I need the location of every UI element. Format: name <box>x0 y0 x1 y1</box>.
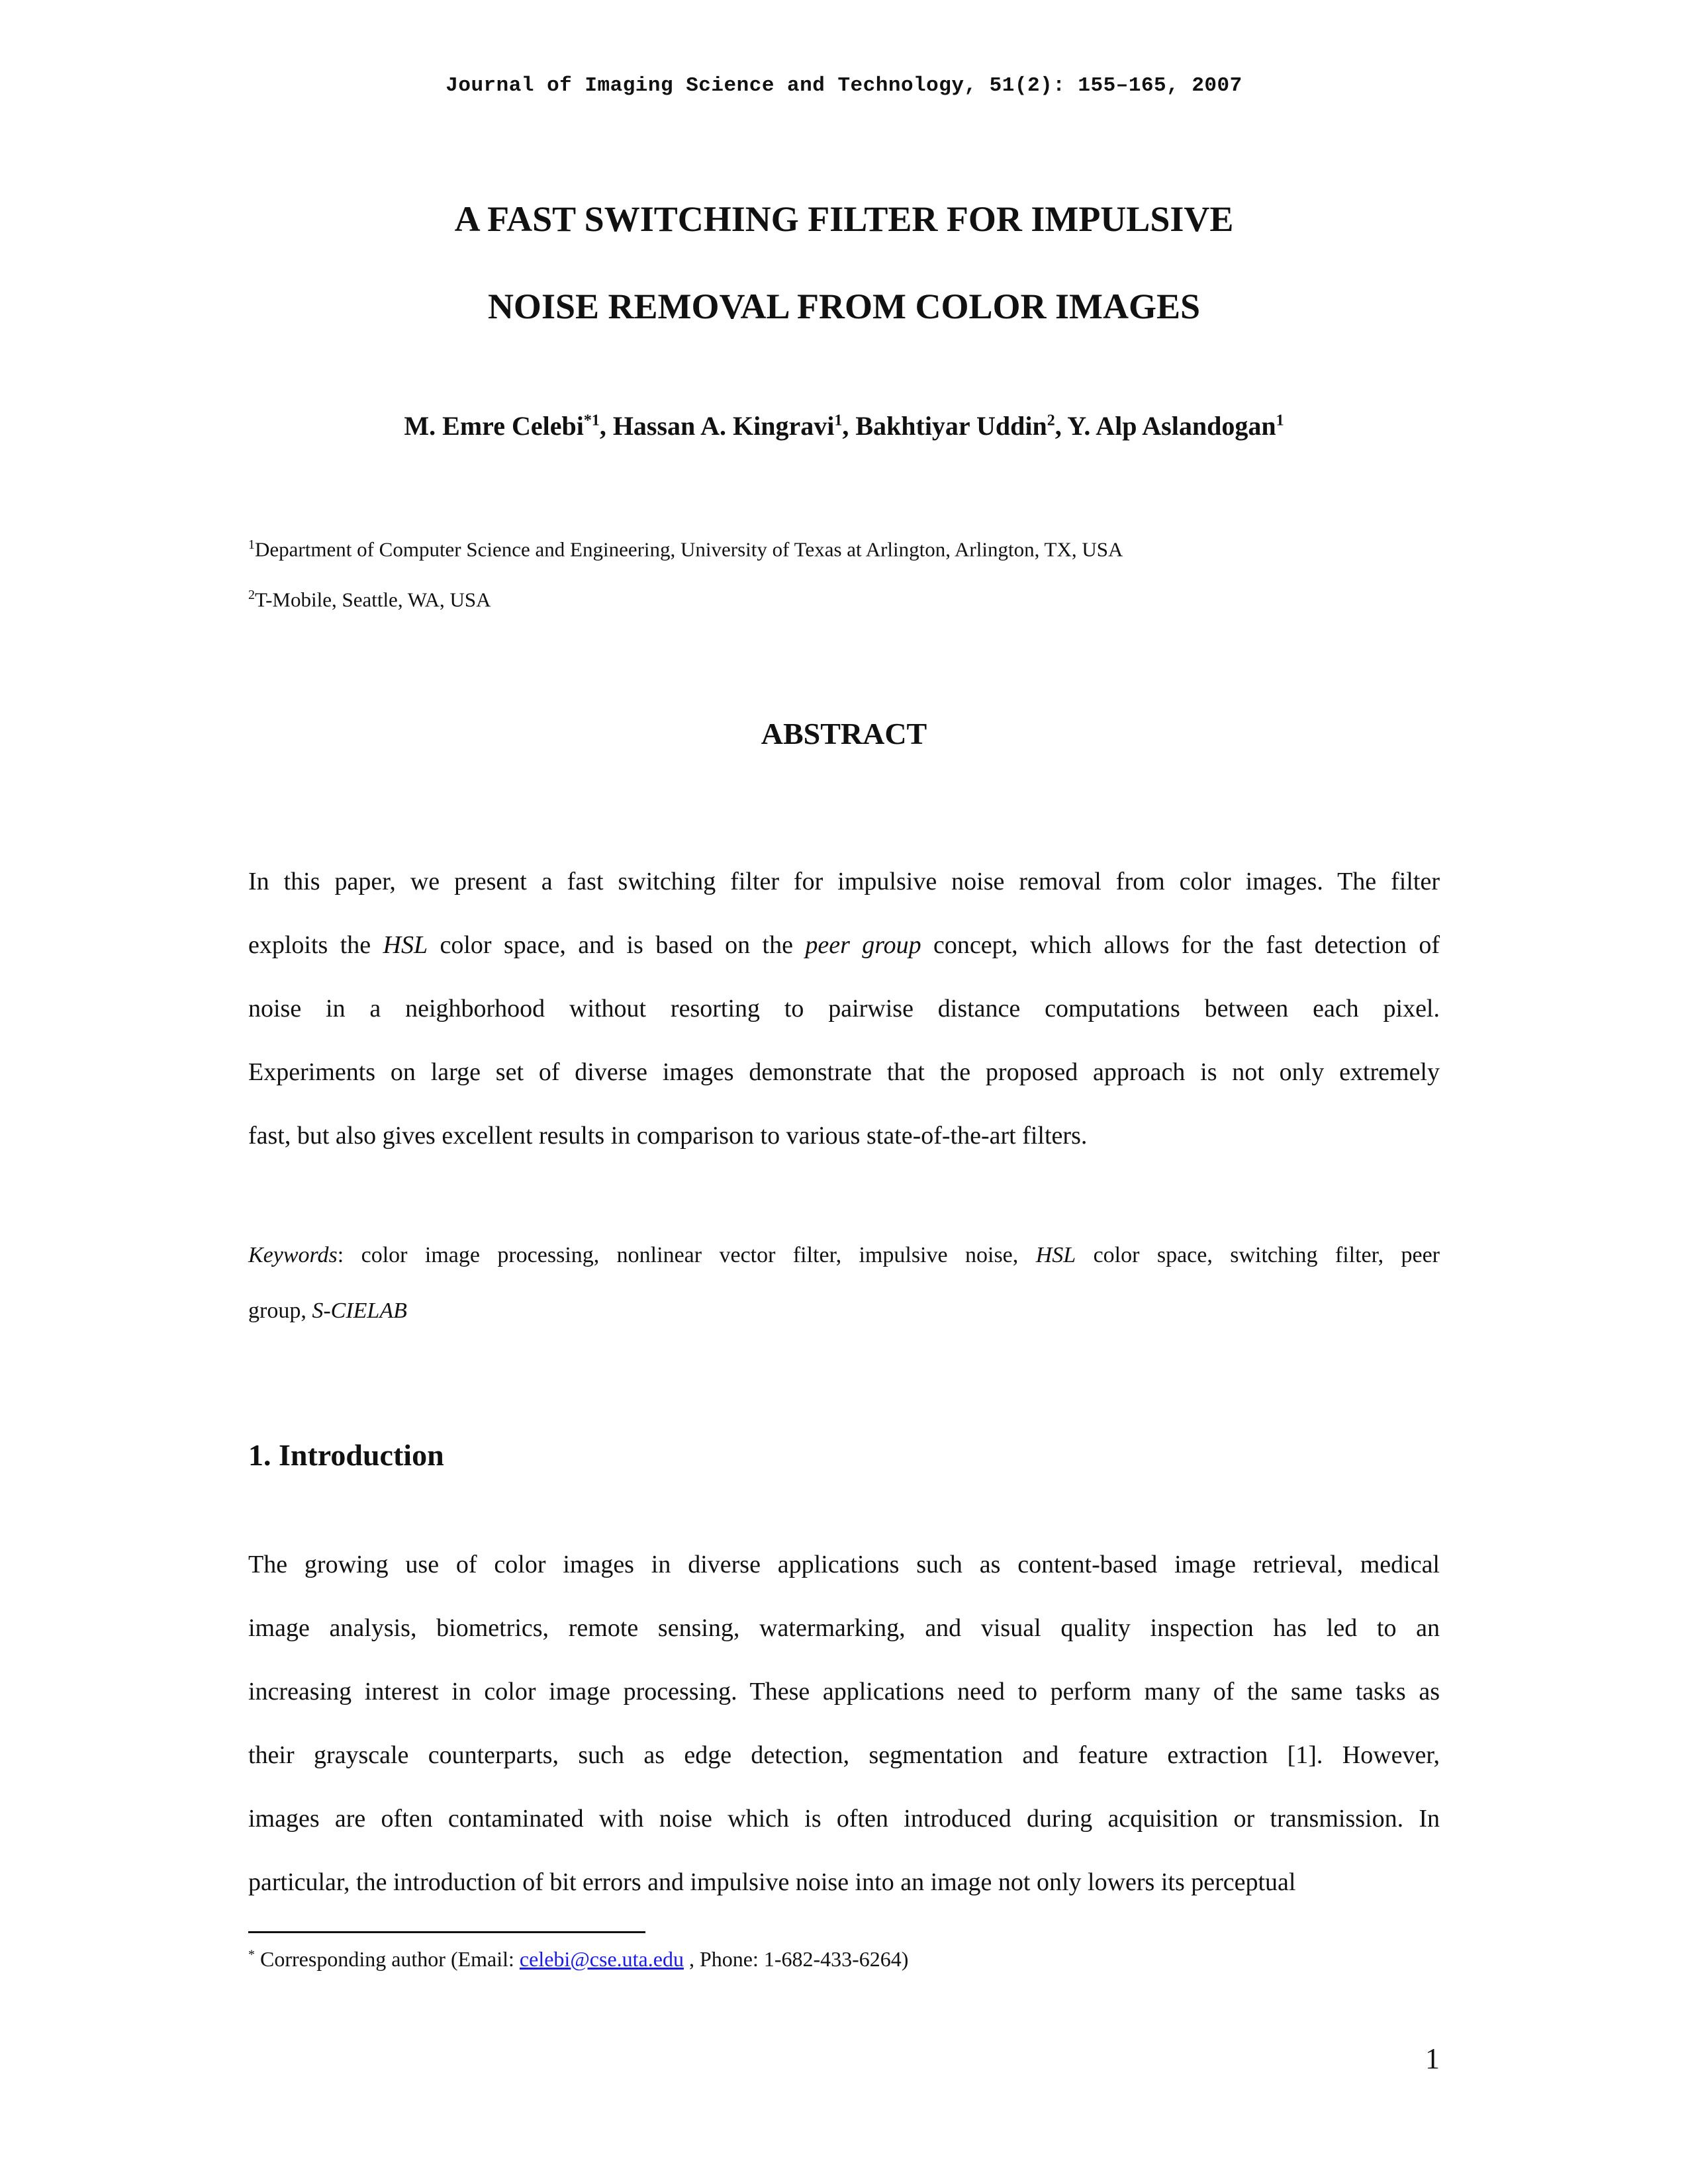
text-line: group, S-CIELAB <box>248 1298 407 1323</box>
text-line: exploits the HSL color space, and is based on the peer group concept, which allows for the fast detection of <box>248 931 1440 959</box>
text-line: their grayscale counterparts, such as edge detection, segmentation and feature extraction [1]. However, <box>248 1741 1440 1769</box>
affiliation-1: $^1$Department of Computer Science and Engineering, University of Texas at Arlington, Arlington, TX, USA <box>248 537 1123 561</box>
author-2: Hassan A. Kingravi$^1$, <box>612 411 856 441</box>
author-3: Bakhtiyar Uddin$^2$, <box>855 411 1068 441</box>
text-line: Experiments on large set of diverse images demonstrate that the proposed approach is not only extremely <box>248 1058 1440 1086</box>
author-1: M. Emre Celebi$^{*1}$, <box>404 411 613 441</box>
section-heading-introduction: 1. Introduction <box>248 1438 444 1472</box>
author-4: Y. Alp Aslandogan$^1$ <box>1067 411 1284 441</box>
text-line: Keywords: color image processing, nonlinear vector filter, impulsive noise, HSL color space, switching filter, peer <box>248 1243 1440 1267</box>
italic-term: peer group <box>805 931 921 959</box>
paper-title-line-1: A FAST SWITCHING FILTER FOR IMPULSIVE <box>454 199 1234 239</box>
footnote-corresponding-author: * Corresponding author (Email: celebi@cse.uta.edu , Phone: 1-682-433-6264) <box>248 1947 909 1971</box>
journal-header: Journal of Imaging Science and Technology, 51(2): 155–165, 2007 <box>445 74 1243 97</box>
italic-term: S-CIELAB <box>312 1298 407 1323</box>
text-line: The growing use of color images in diverse applications such as content-based image retrieval, medical <box>248 1551 1440 1578</box>
italic-term: Keywords <box>248 1243 338 1267</box>
text-line: increasing interest in color image processing. These applications need to perform many of the same tasks as <box>248 1678 1440 1706</box>
text-line: fast, but also gives excellent results in comparison to various state-of-the-art filters. <box>248 1122 1088 1150</box>
text-line: images are often contaminated with noise which is often introduced during acquisition or transmission. In <box>248 1805 1440 1833</box>
author-list <box>0 410 1688 441</box>
italic-term: HSL <box>383 931 428 959</box>
affiliation-2: $^2$T-Mobile, Seattle, WA, USA <box>248 588 491 612</box>
text-line: In this paper, we present a fast switching filter for impulsive noise removal from color images. The filter <box>248 868 1440 895</box>
email-link[interactable]: celebi@cse.uta.edu <box>519 1947 684 1971</box>
abstract-heading: ABSTRACT <box>761 717 927 751</box>
text-line: image analysis, biometrics, remote sensing, watermarking, and visual quality inspection has led to an <box>248 1614 1440 1642</box>
text-line: particular, the introduction of bit errors and impulsive noise into an image not only lowers its perceptual <box>248 1868 1296 1896</box>
paper-title-line-2: NOISE REMOVAL FROM COLOR IMAGES <box>487 287 1201 326</box>
page-number: 1 <box>1425 2042 1440 2075</box>
text-line: noise in a neighborhood without resorting to pairwise distance computations between each pixel. <box>248 995 1440 1023</box>
footnote-rule <box>248 1931 645 1933</box>
italic-term: HSL <box>1035 1243 1076 1267</box>
